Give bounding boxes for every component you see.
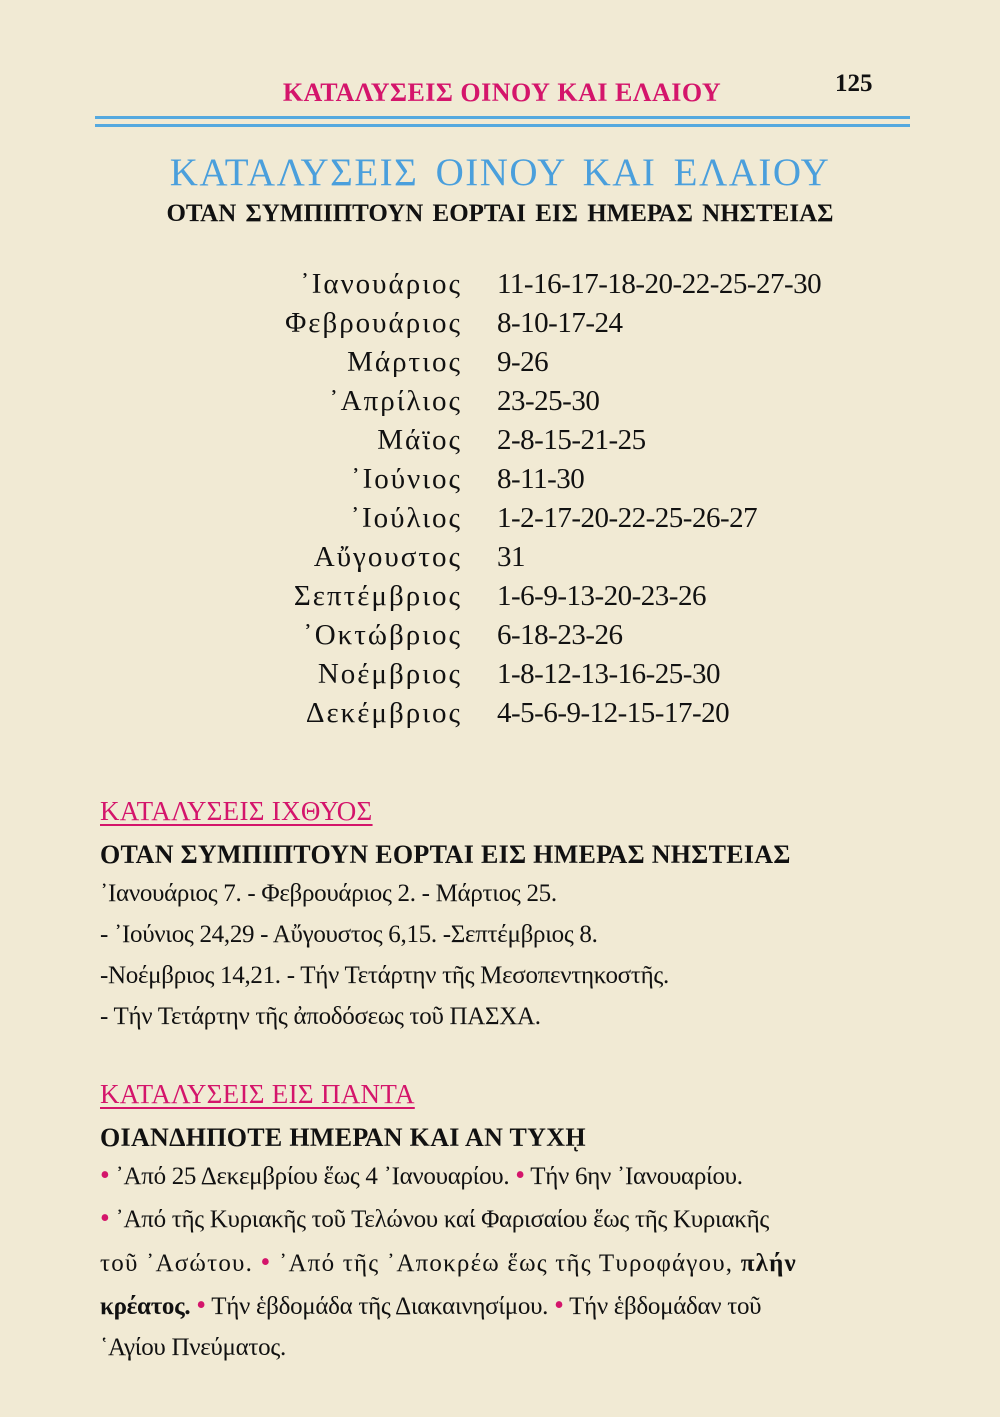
running-title: ΚΑΤΑΛΥΣΕΙΣ ΟΙΝΟΥ ΚΑΙ ΕΛΑΙΟΥ — [282, 78, 722, 107]
month-days: 1-6-9-13-20-23-26 — [497, 580, 706, 612]
month-row — [0, 268, 1000, 307]
month-name: Φεβρουάριος — [285, 307, 462, 339]
month-days: 11-16-17-18-20-22-25-27-30 — [497, 268, 822, 300]
header-rule-bottom — [95, 124, 910, 127]
fish-line: -Νοέμβριος 14,21. - Τήν Τετάρτην τῆς Μεσοπεντηκοστῆς. — [100, 962, 669, 989]
month-name: ᾿Ιανουάριος — [300, 268, 462, 300]
month-row — [0, 658, 1000, 697]
month-days: 2-8-15-21-25 — [497, 424, 646, 456]
all-line-5 — [100, 1334, 286, 1362]
fish-line: ᾿Ιανουάριος 7. - Φεβρουάριος 2. - Μάρτιος 25. — [100, 880, 557, 907]
bullet-icon: • — [554, 1290, 564, 1321]
all-line-1 — [100, 1160, 743, 1192]
fish-section-subtitle: ΟΤΑΝ ΣΥΜΠΙΠΤΟΥΝ ΕΟΡΤΑΙ ΕΙΣ ΗΜΕΡΑΣ ΝΗΣΤΕΙΑΣ — [100, 840, 791, 869]
bullet-icon: • — [196, 1290, 206, 1321]
month-name: Δεκέμβριος — [305, 697, 462, 729]
header-rule-top — [95, 116, 910, 119]
month-name: Μάϊος — [377, 424, 462, 456]
month-days: 8-10-17-24 — [497, 307, 623, 339]
months-table — [0, 268, 1000, 736]
all-line-2 — [100, 1203, 769, 1235]
all-line-4 — [100, 1290, 761, 1322]
month-days: 4-5-6-9-12-15-17-20 — [497, 697, 730, 729]
month-days: 23-25-30 — [497, 385, 600, 417]
month-row — [0, 502, 1000, 541]
all-section-title: ΚΑΤΑΛΥΣΕΙΣ ΕΙΣ ΠΑΝΤΑ — [100, 1079, 415, 1109]
month-name: ᾿Οκτώβριος — [303, 619, 462, 651]
month-row — [0, 385, 1000, 424]
all-section-subtitle: ΟΙΑΝΔΗΠΟΤΕ ΗΜΕΡΑΝ ΚΑΙ ΑΝ ΤΥΧῌ — [100, 1123, 586, 1152]
all-line-3 — [100, 1247, 797, 1279]
all-text: Τήν ἑβδομάδα τῆς Διακαινησίμου. — [211, 1293, 549, 1320]
month-days: 9-26 — [497, 346, 549, 378]
month-name: Νοέμβριος — [317, 658, 462, 690]
all-text: ᾿Από 25 Δεκεμβρίου ἕως 4 ᾿Ιανουαρίου. — [115, 1163, 510, 1190]
fish-section-title: ΚΑΤΑΛΥΣΕΙΣ ΙΧΘΥΟΣ — [100, 796, 373, 826]
month-name: ᾿Ιούλιος — [350, 502, 462, 534]
bullet-icon: • — [515, 1160, 525, 1191]
month-name: Αὔγουστος — [313, 541, 462, 573]
bullet-icon: • — [260, 1247, 272, 1278]
bullet-icon: • — [100, 1160, 110, 1191]
month-row — [0, 463, 1000, 502]
month-row — [0, 541, 1000, 580]
month-days: 31 — [497, 541, 525, 573]
fish-line: - Τήν Τετάρτην τῆς ἀποδόσεως τοῦ ΠΑΣΧΑ. — [100, 1003, 541, 1030]
month-name: Σεπτέμβριος — [293, 580, 462, 612]
fish-line: - ᾿Ιούνιος 24,29 - Αὔγουστος 6,15. -Σεπτέμβριος 8. — [100, 921, 598, 948]
all-text: ῾Αγίου Πνεύματος. — [100, 1334, 286, 1361]
month-name: Μάρτιος — [347, 346, 462, 378]
month-days: 1-8-12-13-16-25-30 — [497, 658, 720, 690]
month-name: ᾿Απρίλιος — [328, 385, 462, 417]
month-name: ᾿Ιούνιος — [350, 463, 462, 495]
month-days: 1-2-17-20-22-25-26-27 — [497, 502, 758, 534]
bullet-icon: • — [100, 1203, 110, 1234]
month-days: 6-18-23-26 — [497, 619, 623, 651]
month-row — [0, 697, 1000, 736]
all-text: ᾿Από τῆς ᾿Αποκρέω ἕως τῆς Τυροφάγου, — [278, 1250, 734, 1277]
main-title: ΚΑΤΑΛΥΣΕΙΣ ΟΙΝΟΥ ΚΑΙ ΕΛΑΙΟΥ — [169, 151, 831, 194]
all-text: Τήν ἑβδομάδαν τοῦ — [569, 1293, 762, 1320]
all-text: ᾿Από τῆς Κυριακῆς τοῦ Τελώνου καί Φαρισαίου ἕως τῆς Κυριακῆς — [115, 1206, 769, 1233]
all-text-bold: κρέατος. — [100, 1293, 191, 1320]
month-row — [0, 346, 1000, 385]
all-text-bold: πλήν — [740, 1250, 797, 1277]
month-days: 8-11-30 — [497, 463, 585, 495]
page-number: 125 — [835, 70, 873, 97]
main-subtitle: ΟΤΑΝ ΣΥΜΠΙΠΤΟΥΝ ΕΟΡΤΑΙ ΕΙΣ ΗΜΕΡΑΣ ΝΗΣΤΕΙΑΣ — [166, 200, 834, 227]
month-row — [0, 580, 1000, 619]
all-text: τοῦ ᾿Ασώτου. — [100, 1250, 254, 1277]
all-text: Τήν 6ην ᾿Ιανουαρίου. — [530, 1163, 743, 1190]
month-row — [0, 619, 1000, 658]
month-row — [0, 424, 1000, 463]
month-row — [0, 307, 1000, 346]
